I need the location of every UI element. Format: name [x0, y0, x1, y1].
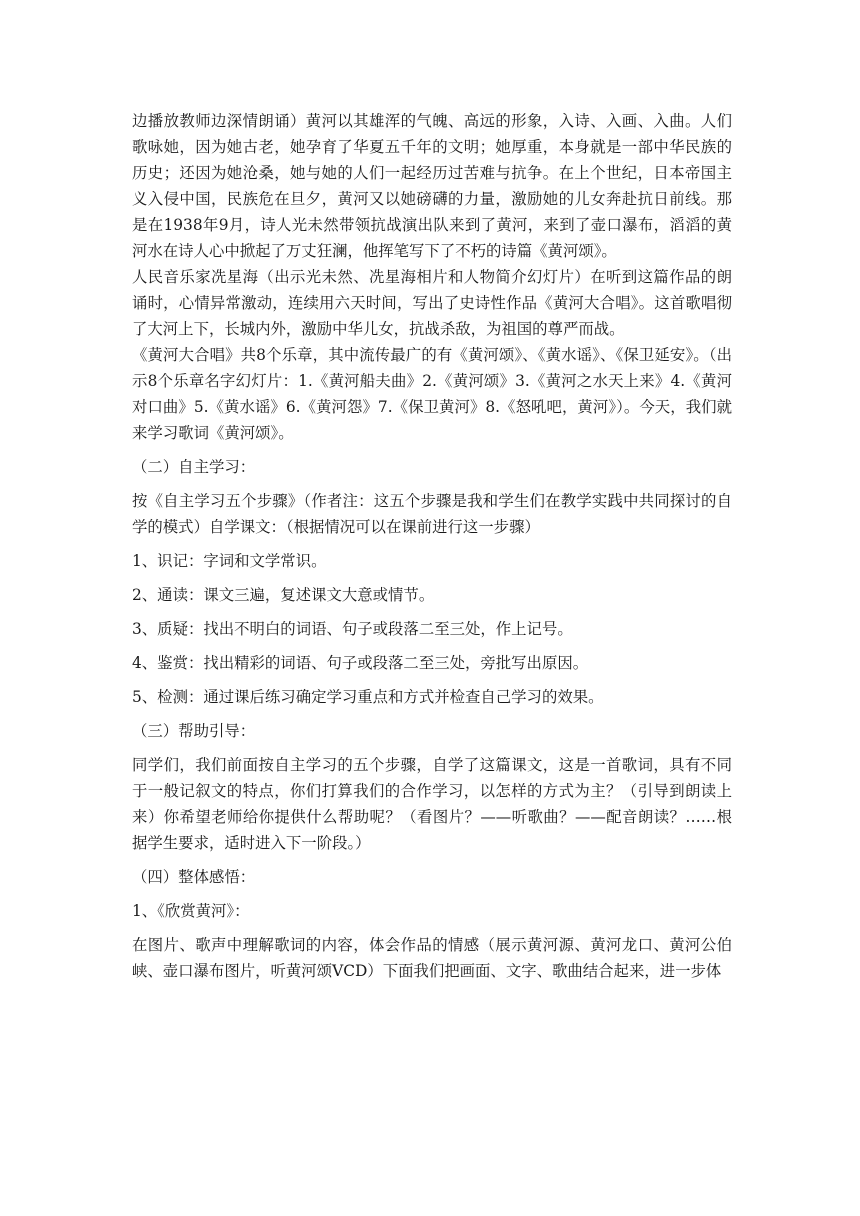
paragraph-guidance: 同学们，我们前面按自主学习的五个步骤，自学了这篇课文，这是一首歌词，具有不同于一般记叙文的特点，你们打算我们的合作学习，以怎样的方式为主？（引导到朗读上来）你希望老师给你提供什么帮助呢？（看图片？——听歌曲？——配音朗读？……根据学生要求，适时进入下一阶段。） [132, 756, 732, 852]
paragraph-self-study-steps: 按《自主学习五个步骤》（作者注：这五个步骤是我和学生们在教学实践中共同探讨的自学的模式）自学课文：（根据情况可以在课前进行这一步骤） [132, 492, 732, 536]
list-item-step-1: 1、识记：字词和文学常识。 [132, 552, 327, 570]
section-heading-self-study: （二）自主学习： [132, 458, 256, 476]
paragraph-xian-xinghai: 人民音乐家冼星海（出示光未然、冼星海相片和人物简介幻灯片）在听到这篇作品的朗诵时，心情异常激动，连续用六天时间，写出了史诗性作品《黄河大合唱》。这首歌唱彻了大河上下，长城内外，激励中华儿女，抗战杀敌，为祖国的尊严而战。 [132, 268, 732, 338]
list-item-step-2: 2、通读：课文三遍，复述课文大意或情节。 [132, 586, 435, 604]
document-body [132, 108, 732, 984]
paragraph-yellow-river-intro: 边播放教师边深情朗诵）黄河以其雄浑的气魄、高远的形象，入诗、入画、入曲。人们歌咏她，因为她古老，她孕育了华夏五千年的文明；她厚重，本身就是一部中华民族的历史；还因为她沧桑，她与她的人们一起经历过苦难与抗争。在上个世纪，日本帝国主义入侵中国，民族危在旦夕，黄河又以她磅礴的力量，激励她的儿女奔赴抗日前线。那是在1938年9月，诗人光未然带领抗战演出队来到了黄河，来到了壶口瀑布，滔滔的黄河水在诗人心中掀起了万丈狂澜，他挥笔写下了不朽的诗篇《黄河颂》。 [132, 112, 732, 260]
paragraph-cantata-movements: 《黄河大合唱》共8个乐章，其中流传最广的有《黄河颂》、《黄水谣》、《保卫延安》。（出示8个乐章名字幻灯片：1.《黄河船夫曲》2.《黄河颂》3.《黄河之水天上来》4.《黄河对口曲》5.《黄水谣》6.《黄河怨》7.《保卫黄河》8.《怒吼吧，黄河》）。今天，我们就来学习歌词《黄河颂》。 [132, 346, 732, 442]
section-heading-overall-perception: （四）整体感悟： [132, 868, 256, 886]
list-item-appreciate-yellow-river: 1、《欣赏黄河》： [132, 902, 250, 920]
list-item-step-3: 3、质疑：找出不明白的词语、句子或段落二至三处，作上记号。 [132, 620, 573, 638]
list-item-step-5: 5、检测：通过课后练习确定学习重点和方式并检查自己学习的效果。 [132, 688, 604, 706]
paragraph-appreciation: 在图片、歌声中理解歌词的内容，体会作品的情感（展示黄河源、黄河龙口、黄河公伯峡、壶口瀑布图片，听黄河颂VCD）下面我们把画面、文字、歌曲结合起来，进一步体 [132, 936, 732, 980]
section-heading-guidance: （三）帮助引导： [132, 722, 256, 740]
list-item-step-4: 4、鉴赏：找出精彩的词语、句子或段落二至三处，旁批写出原因。 [132, 654, 589, 672]
